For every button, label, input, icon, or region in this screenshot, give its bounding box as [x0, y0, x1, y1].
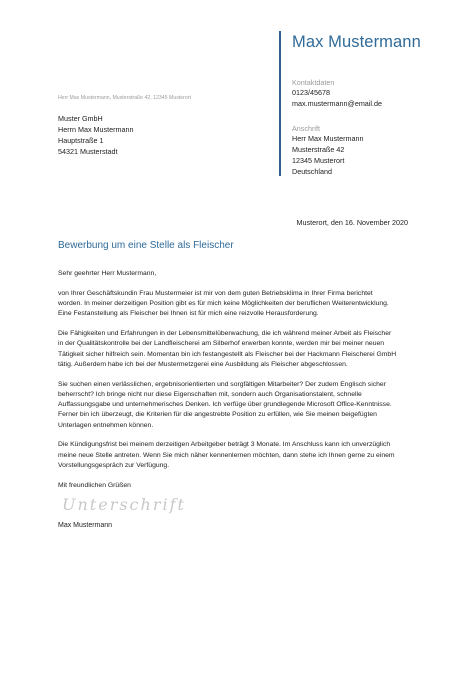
- recipient-line: 54321 Musterstadt: [58, 147, 118, 156]
- sender-address: [292, 133, 364, 177]
- signer-name: Max Mustermann: [58, 522, 113, 529]
- paragraph-line: Vorstellungsgespräch zur Verfügung.: [58, 461, 170, 469]
- closing: Mit freundlichen Grüßen: [58, 481, 131, 489]
- paragraph-line: von Ihrer Geschäftskundin Frau Mustermeier ist mir von dem guten Betriebsklima in Ihrer Firma berichtet: [58, 289, 373, 297]
- paragraph-3: [58, 380, 432, 431]
- contact-label: Kontaktdaten: [292, 78, 335, 87]
- paragraph-line: Auffassungsgabe und unternehmerisches Denken. Ich verfüge über grundlegende Microsoft Office-Kenntnisse.: [58, 401, 392, 409]
- paragraph-line: meine neue Stelle antreten. Wenn Sie mich näher kennenlernen möchten, dann stehe ich Ihnen gerne zu einem: [58, 451, 395, 459]
- sender-address-label: Anschrift: [292, 124, 320, 133]
- sender-address-line: 12345 Musterort: [292, 156, 345, 165]
- recipient-line: Herrn Max Mustermann: [58, 125, 134, 134]
- return-address-line: Herr Max Mustermann, Musterstraße 42, 12345 Musterort: [58, 95, 191, 101]
- paragraph-line: Ferner bin ich überzeugt, die Kriterien für die angestrebte Position zu erfüllen, wie Sie meinen beigefügten: [58, 411, 377, 419]
- letter-date: Musterort, den 16. November 2020: [296, 218, 408, 227]
- sender-address-line: Musterstraße 42: [292, 145, 345, 154]
- signature-placeholder: Unterschrift: [62, 495, 186, 514]
- paragraph-line: in der Qualitätskontrolle bei der Landfleischerei am Silberhof erwerben konnte, werden mir bei meiner neuen: [58, 340, 385, 348]
- paragraph-line: Tätigkeit sicher hilfreich sein. Momentan bin ich festangestellt als Fleischer bei der Hackmann Fleischerei GmbH: [58, 350, 397, 358]
- recipient-line: Muster GmbH: [58, 114, 103, 123]
- paragraph-line: Die Fähigkeiten und Erfahrungen in der Lebensmittelüberwachung, die ich während meiner Arbeit als Fleischer: [58, 330, 392, 338]
- sender-name: Max Mustermann: [292, 33, 421, 51]
- phone-number: 0123/45678: [292, 88, 330, 97]
- letter-subject: Bewerbung um eine Stelle als Fleischer: [58, 240, 234, 251]
- sender-address-line: Deutschland: [292, 167, 332, 176]
- paragraph-line: tätig. Außerdem habe ich bei der Mustermetzgerei eine Ausbildung als Fleischer abgeschlossen.: [58, 360, 348, 368]
- email-address: max.mustermann@email.de: [292, 99, 382, 108]
- contact-block: [292, 87, 382, 109]
- paragraph-1: [58, 289, 432, 320]
- paragraph-line: worden. In meiner derzeitigen Position gibt es für mich keine Möglichkeiten der beruflichen Weiterentwicklung.: [58, 300, 389, 308]
- paragraph-line: Die Kündigungsfrist bei meinem derzeitigen Arbeitgeber beträgt 3 Monate. Im Anschluss kann ich unverzüglich: [58, 441, 391, 449]
- paragraph-line: Eine Festanstellung als Fleischer bei Ihnen ist für mich eine reizvolle Herausforderung.: [58, 310, 319, 318]
- paragraph-4: [58, 440, 432, 471]
- paragraph-line: Unterlagen entnehmen können.: [58, 421, 154, 429]
- sender-address-line: Herr Max Mustermann: [292, 134, 364, 143]
- paragraph-line: Sie suchen einen verlässlichen, ergebnisorientierten und sorgfältigen Mitarbeiter? Der zudem Englisch sicher: [58, 380, 386, 388]
- salutation: Sehr geehrter Herr Mustermann,: [58, 270, 157, 277]
- header-divider: [279, 31, 281, 176]
- recipient-line: Hauptstraße 1: [58, 136, 104, 145]
- paragraph-2: [58, 329, 432, 370]
- recipient-address: [58, 113, 134, 157]
- paragraph-line: beherrscht? Ich bringe nicht nur diese Eigenschaften mit, sondern auch Organisationstalent, schnelle: [58, 390, 362, 398]
- letter-body: [58, 269, 432, 501]
